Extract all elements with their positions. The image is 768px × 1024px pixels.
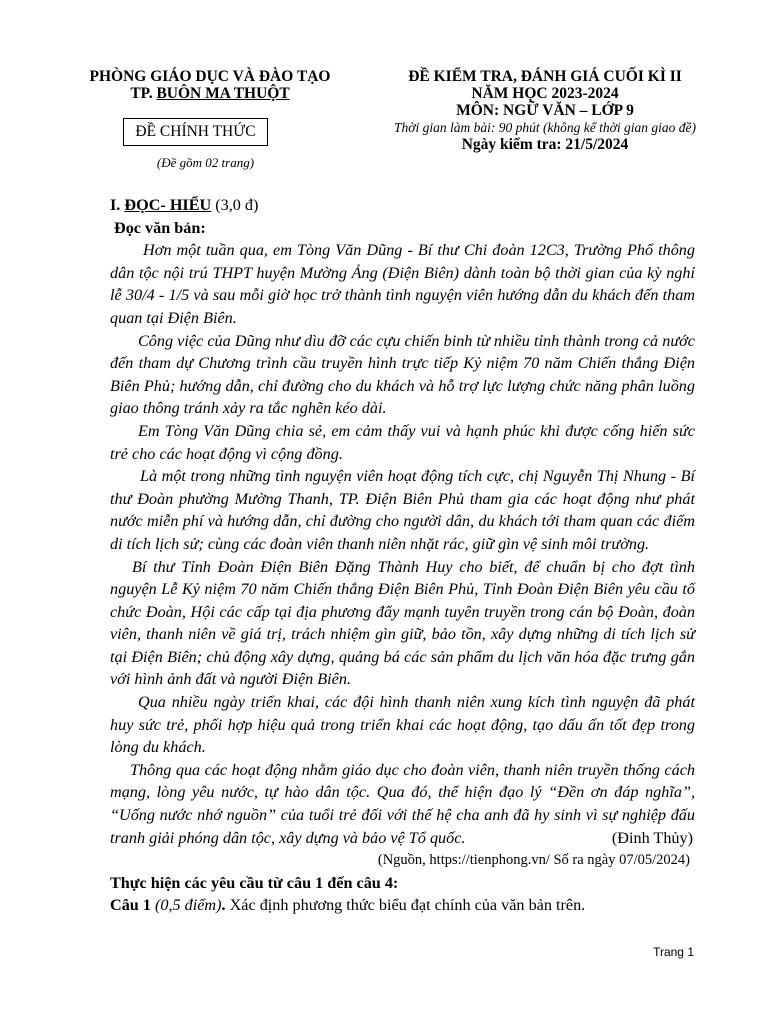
exam-header bbox=[360, 68, 730, 153]
city-line bbox=[70, 85, 350, 102]
passage-paragraph: Bí thư Tỉnh Đoàn Điện Biên Đặng Thành Huy cho biết, để chuẩn bị cho đợt tình nguyện Lễ Kỷ niệm 70 năm Chiến thắng Điện Biên Phủ, Tỉnh Đoàn Điện Biên yêu cầu tổ chức Đoàn, Hội các cấp tại địa phương đẩy mạnh tuyên truyền trong cán bộ Đoàn, đoàn viên, thanh niên về giá trị, trách nhiệm gìn giữ, bảo tồn, xây dựng những di tích lịch sử tại Điện Biên; chủ động xây dựng, quảng bá các sản phẩm du lịch văn hóa đặc trưng gắn với hình ảnh đất và người Điện Biên. bbox=[110, 557, 695, 689]
read-label: Đọc văn bản: bbox=[114, 218, 206, 237]
passage-paragraph: Hơn một tuần qua, em Tòng Văn Dũng - Bí thư Chi đoàn 12C3, Trường Phổ thông dân tộc nội trú THPT huyện Mường Ảng (Điện Biên) dành toàn bộ thời gian của kỳ nghỉ lễ 30/4 - 1/5 và sau mỗi giờ học trở thành tình nguyện viên hướng dẫn du khách đến tham quan tại Điện Biên. bbox=[110, 241, 695, 327]
time-allowed: Thời gian làm bài: 90 phút (không kể thời gian giao đề) bbox=[393, 120, 696, 135]
source-citation: (Nguồn, https://tienphong.vn/ Số ra ngày 07/05/2024) bbox=[377, 852, 690, 869]
passage-paragraph: Qua nhiều ngày triển khai, các đội hình thanh niên xung kích tình nguyện đã phát huy sức trẻ, phối hợp hiệu quả trong triển khai các hoạt động, tạo dấu ấn tốt đẹp trong lòng du khách. bbox=[110, 693, 695, 757]
subject: MÔN: NGỮ VĂN – LỚP 9 bbox=[456, 102, 634, 119]
question-text: Xác định phương thức biểu đạt chính của văn bản trên. bbox=[229, 896, 586, 915]
city-prefix: TP. bbox=[130, 85, 157, 102]
exam-title: ĐỀ KIỂM TRA, ĐÁNH GIÁ CUỐI KÌ II bbox=[408, 68, 682, 85]
official-exam-box: ĐỀ CHÍNH THỨC bbox=[123, 118, 268, 146]
section-title bbox=[110, 194, 695, 217]
question-label: Câu 1 bbox=[110, 896, 155, 915]
author: (Đinh Thủy) bbox=[611, 828, 693, 847]
passage-paragraph: Em Tòng Văn Dũng chia sẻ, em cảm thấy vui và hạnh phúc khi được cống hiến sức trẻ cho các hoạt động vì cộng đồng. bbox=[110, 421, 695, 463]
section-name: ĐỌC- HIỂU bbox=[124, 196, 212, 214]
passage-paragraph: Công việc của Dũng như dìu đỡ các cựu chiến binh từ nhiều tỉnh thành trong cả nước đến tham dự Chương trình cầu truyền hình trực tiếp Kỷ niệm 70 năm Chiến thắng Điện Biên Phủ; hướng dẫn, chỉ đường cho du khách và hỗ trợ lực lượng chức năng phân luồng giao thông tránh xảy ra tắc nghẽn kéo dài. bbox=[110, 331, 695, 418]
passage-paragraph bbox=[110, 759, 695, 849]
page-number: Trang 1 bbox=[653, 945, 694, 959]
exam-date: Ngày kiểm tra: 21/5/2024 bbox=[461, 136, 629, 153]
exam-body bbox=[110, 194, 695, 917]
city-name: BUÔN MA THUỘT bbox=[156, 85, 290, 102]
section-number: I. bbox=[110, 196, 125, 214]
question-1 bbox=[110, 894, 695, 917]
question-separator: . bbox=[221, 896, 230, 915]
section-points: (3,0 đ) bbox=[211, 196, 259, 214]
department-name: PHÒNG GIÁO DỤC VÀ ĐÀO TẠO bbox=[89, 68, 331, 85]
department-header bbox=[70, 68, 350, 102]
question-points: (0,5 điểm) bbox=[154, 896, 222, 915]
pages-note: (Đề gồm 02 trang) bbox=[156, 155, 255, 170]
instruction: Thực hiện các yêu cầu từ câu 1 đến câu 4: bbox=[110, 873, 399, 892]
passage-text: Thông qua các hoạt động nhằm giáo dục cho đoàn viên, thanh niên truyền thống cách mạng, lòng yêu nước, tự hào dân tộc. Qua đó, thể hiện đạo lý “Đền ơn đáp nghĩa”, “Uống nước nhớ nguồn” của tuổi trẻ đối với thế hệ cha anh đã hy sinh vì sự nghiệp đấu tranh giải phóng dân tộc, xây dựng và bảo vệ Tổ quốc. bbox=[110, 760, 695, 847]
passage-paragraph: Là một trong những tình nguyện viên hoạt động tích cực, chị Nguyễn Thị Nhung - Bí thư Đoàn phường Mường Thanh, TP. Điện Biên Phủ tham gia các hoạt động như phát nước miễn phí và hướng dẫn, chỉ đường cho người dân, du khách tới tham quan các điểm di tích lịch sử; cùng các đoàn viên thanh niên nhặt rác, giữ gìn vệ sinh môi trường. bbox=[110, 467, 695, 553]
school-year: NĂM HỌC 2023-2024 bbox=[471, 85, 619, 102]
